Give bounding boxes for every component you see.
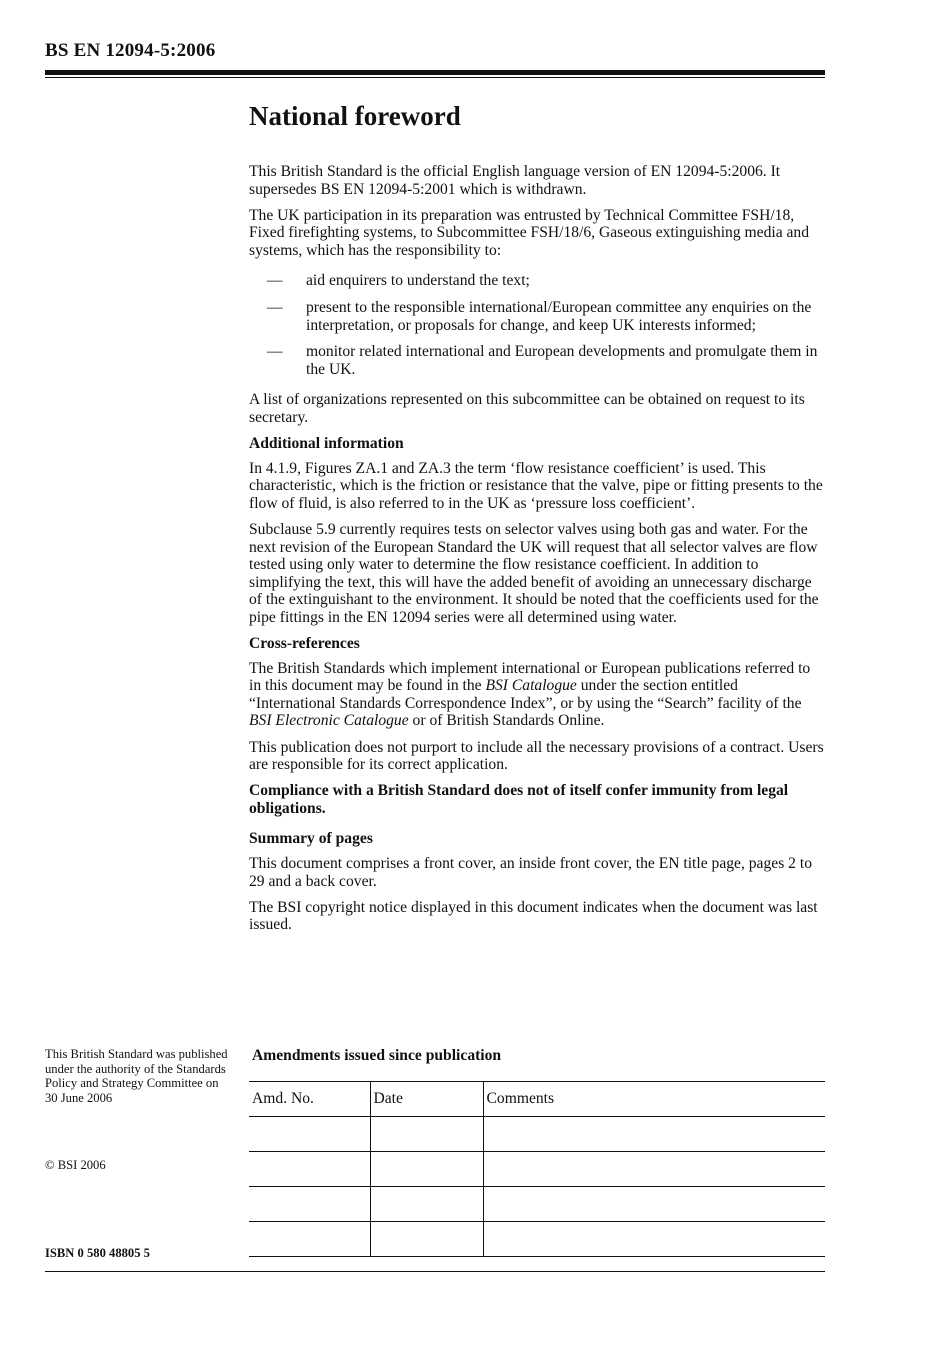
table-header-row: [249, 1082, 825, 1117]
standard-identifier: BS EN 12094-5:2006: [45, 40, 216, 61]
amendments-heading: Amendments issued since publication: [252, 1047, 502, 1064]
compliance-note: Compliance with a British Standard does not of itself confer immunity from legal obligations.: [249, 782, 789, 817]
additional-information-paragraph-2: Subclause 5.9 currently requires tests on selector valves using both gas and water. For the next revision of the European Standard the UK will request that all selector valves are flow tested using only water to determine the flow resistance coefficient. In addition to simplifying the text, this will have the added benefit of avoiding an unnecessary discharge of the extinguishant to the environment. It should be noted that the coefficients used for the pipe fittings in the EN 12094 series were all determined using water.: [249, 521, 819, 626]
table-row: [249, 1187, 825, 1222]
table-row: [249, 1222, 825, 1257]
cross-references-paragraph-1: [249, 660, 824, 730]
list-item-text: monitor related international and European developments and promulgate them in the UK.: [306, 343, 818, 378]
list-item-text: aid enquirers to understand the text;: [306, 272, 530, 290]
intro-paragraph-2: The UK participation in its preparation was entrusted by Technical Committee FSH/18, Fixed firefighting systems, to Subcommittee FSH/18/6, Gaseous extinguishing media and systems, which has the responsibility to:: [249, 206, 810, 259]
amendments-table: [249, 1081, 825, 1257]
organizations-paragraph: A list of organizations represented on this subcommittee can be obtained on request to its secretary.: [249, 391, 805, 427]
list-item: [249, 343, 824, 378]
bsi-catalogue-title: BSI Catalogue: [485, 677, 577, 695]
cross-references-heading: Cross-references: [249, 635, 360, 653]
header-rule-thin: [45, 77, 825, 78]
additional-information-heading: Additional information: [249, 435, 404, 453]
foreword-body: [249, 163, 824, 942]
column-header-date: Date: [370, 1082, 483, 1117]
table-cell: [483, 1187, 825, 1222]
responsibility-list: [249, 272, 824, 378]
dash-bullet: —: [267, 272, 283, 290]
intro-paragraph-1: This British Standard is the official English language version of EN 12094-5:2006. It supersedes BS EN 12094-5:2001 which is withdrawn.: [249, 163, 781, 198]
table-cell: [249, 1152, 370, 1187]
table-cell: [370, 1152, 483, 1187]
table-row: [249, 1152, 825, 1187]
table-cell: [249, 1187, 370, 1222]
header-rule-thick: [45, 70, 825, 75]
table-cell: [483, 1117, 825, 1152]
column-header-comments: Comments: [483, 1082, 825, 1117]
footer-rule: [45, 1271, 825, 1272]
dash-bullet: —: [267, 343, 283, 361]
cross-references-text-3: or of British Standards Online.: [408, 712, 605, 730]
cross-references-text-1: The British Standards which implement international or European publications referred to in this document may be found in the: [249, 659, 811, 695]
dash-bullet: —: [267, 299, 283, 317]
copyright-notice: © BSI 2006: [45, 1158, 106, 1172]
table-cell: [483, 1152, 825, 1187]
table-cell: [370, 1117, 483, 1152]
column-header-amd-no: Amd. No.: [249, 1082, 370, 1117]
list-item: [249, 299, 824, 334]
additional-information-paragraph-1: In 4.1.9, Figures ZA.1 and ZA.3 the term ‘flow resistance coefficient’ is used. This characteristic, which is the friction or resistance that the valve, pipe or fitting presents to the flow of fluid, is also referred to in the UK as ‘pressure loss coefficient’.: [249, 459, 823, 512]
publication-authority-note: This British Standard was published under the authority of the Standards Policy and Strategy Committee on 30 June 2006: [45, 1047, 228, 1105]
table-cell: [249, 1117, 370, 1152]
list-item-text: present to the responsible international/European committee any enquiries on the interpretation, or proposals for change, and keep UK interests informed;: [306, 299, 812, 334]
table-cell: [483, 1222, 825, 1257]
table-cell: [370, 1187, 483, 1222]
bsi-electronic-catalogue-title: BSI Electronic Catalogue: [249, 712, 409, 730]
isbn: ISBN 0 580 48805 5: [45, 1246, 150, 1260]
list-item: [249, 272, 824, 290]
summary-of-pages-paragraph-1: This document comprises a front cover, an inside front cover, the EN title page, pages 2 to 29 and a back cover.: [249, 855, 812, 890]
page-title: National foreword: [249, 101, 461, 131]
summary-of-pages-heading: Summary of pages: [249, 830, 373, 848]
cross-references-text-2: under the section entitled “International Standards Correspondence Index”, or by using the “Search” facility of the: [249, 677, 802, 712]
table-cell: [370, 1222, 483, 1257]
summary-of-pages-paragraph-2: The BSI copyright notice displayed in this document indicates when the document was last issued.: [249, 898, 818, 934]
table-row: [249, 1117, 825, 1152]
table-cell: [249, 1222, 370, 1257]
cross-references-paragraph-2: This publication does not purport to include all the necessary provisions of a contract. Users are responsible for its correct application.: [249, 738, 824, 774]
